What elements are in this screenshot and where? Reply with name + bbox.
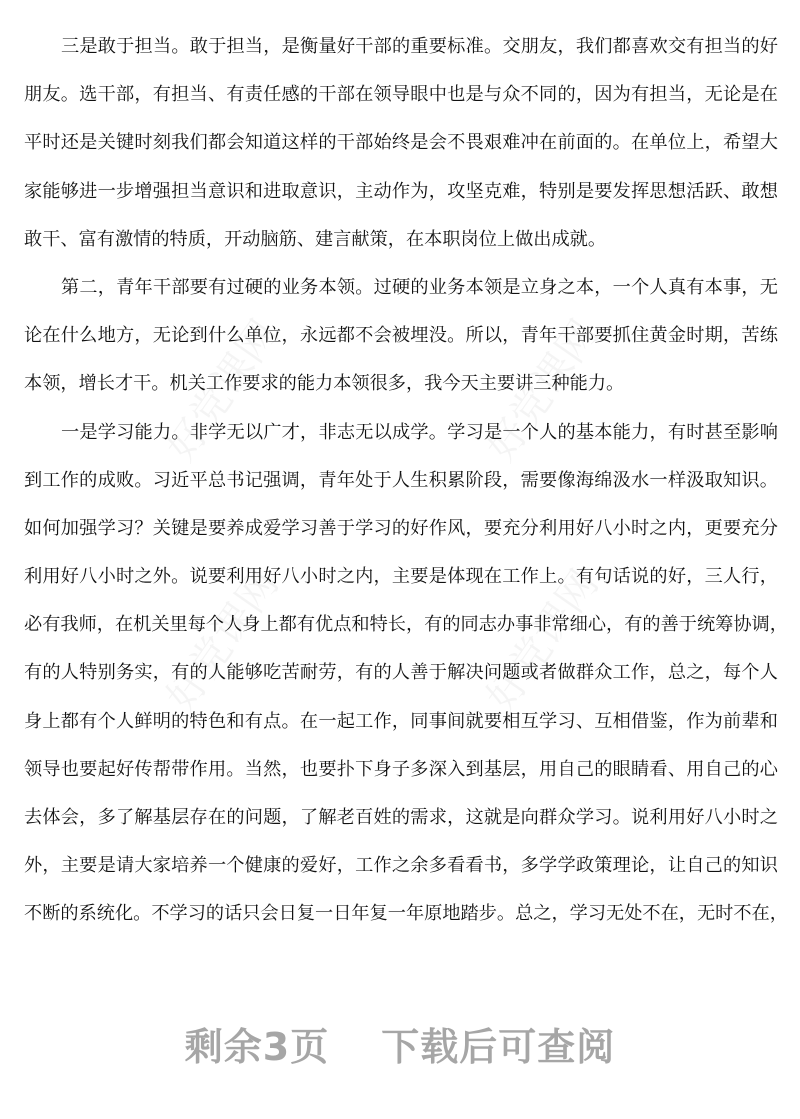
text-line: 有的人特别务实，有的人能够吃苦耐劳，有的人善于解决问题或者做群众工作，总之，每个人 xyxy=(24,662,778,684)
text-line: 平时还是关键时刻我们都会知道这样的干部始终是会不畏艰难冲在前面的。在单位上，希望大 xyxy=(24,132,778,154)
text-line: 利用好八小时之外。说要利用好八小时之内，主要是体现在工作上。有句话说的好，三人行， xyxy=(24,566,778,588)
text-line: 朋友。选干部，有担当、有责任感的干部在领导眼中也是与众不同的，因为有担当，无论是在 xyxy=(24,84,778,106)
download-to-view-label: 下载后可查阅 xyxy=(381,1025,616,1069)
document-body xyxy=(24,34,788,950)
text-line: 本领，增长才干。机关工作要求的能力本领很多，我今天主要讲三种能力。 xyxy=(24,373,625,395)
text-line: 去体会，多了解基层存在的问题，了解老百姓的需求，这就是向群众学习。说利用好八小时之 xyxy=(24,807,778,828)
text-line: 论在什么地方，无论到什么单位，永远都不会被埋没。所以，青年干部要抓住黄金时期，苦练 xyxy=(24,325,778,347)
text-line: 领导也要起好传帮带作用。当然，也要扑下身子多深入到基层，用自己的眼睛看、用自己的心 xyxy=(24,758,778,780)
text-line: 三是敢于担当。敢于担当，是衡量好干部的重要标准。交朋友，我们都喜欢交有担当的好 xyxy=(61,36,778,57)
text-line: 敢干、富有激情的特质，开动脑筋、建言献策，在本职岗位上做出成就。 xyxy=(24,228,607,250)
text-line: 第二，青年干部要有过硬的业务本领。过硬的业务本领是立身之本，一个人真有本事，无 xyxy=(61,276,778,298)
text-line: 必有我师，在机关里每个人身上都有优点和特长，有的同志办事非常细心，有的善于统筹协调， xyxy=(24,614,788,636)
text-line: 身上都有个人鲜明的特色和有点。在一起工作，同事间就要相互学习、互相借鉴，作为前辈和 xyxy=(24,710,778,732)
text-line: 家能够进一步增强担当意识和进取意识，主动作为，攻坚克难，特别是要发挥思想活跃、敢想 xyxy=(24,180,778,202)
text-line: 如何加强学习？关键是要养成爱学习善于学习的好作风，要充分利用好八小时之内，更要充分 xyxy=(24,517,778,539)
remaining-pages-label: 剩余3页 xyxy=(184,1025,330,1069)
text-line: 外，主要是请大家培养一个健康的爱好，工作之余多看看书，多学学政策理论，让自己的知识 xyxy=(24,855,778,877)
text-line: 到工作的成败。习近平总书记强调，青年处于人生积累阶段，需要像海绵汲水一样汲取知识。 xyxy=(24,469,778,491)
clipped-previous-line xyxy=(24,0,776,12)
download-prompt[interactable] xyxy=(0,1016,800,1071)
text-line: 一是学习能力。非学无以广才，非志无以成学。学习是一个人的基本能力，有时甚至影响 xyxy=(61,421,778,443)
text-line: 不断的系统化。不学习的话只会日复一日年复一年原地踏步。总之，学习无处不在，无时不在， xyxy=(24,903,788,925)
